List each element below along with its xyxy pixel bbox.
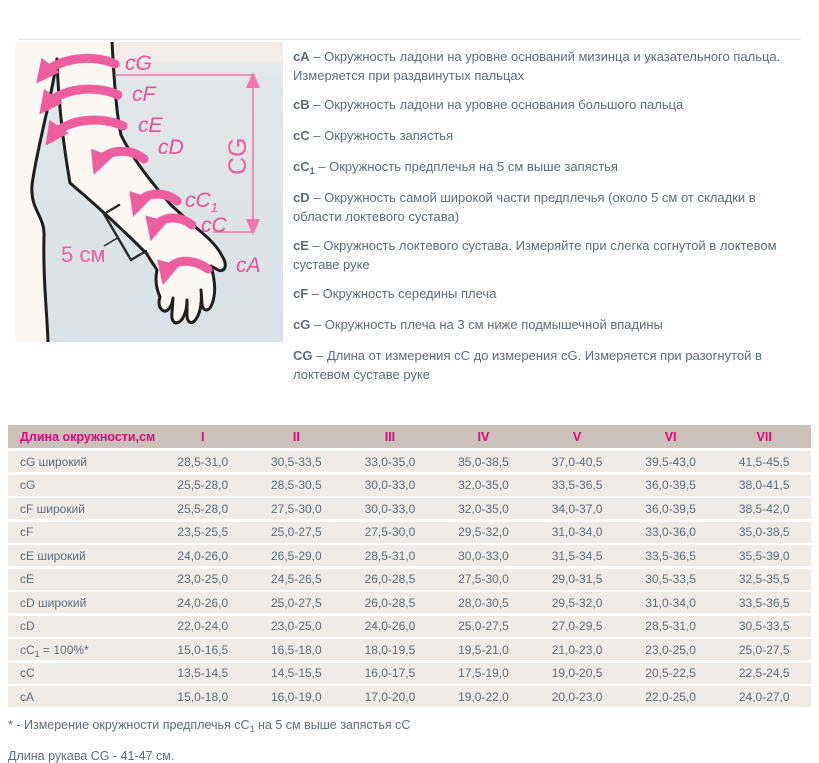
row-label: cE: [20, 572, 35, 586]
footnote-sleeve-length: Длина рукава CG - 41-47 см.: [8, 749, 175, 763]
measurement-description-item: [293, 127, 801, 146]
measurement-text: – Окружность запястья: [313, 128, 454, 143]
size-range-cell: 30,0-33,0: [364, 501, 416, 516]
size-column-header: II: [292, 429, 300, 444]
size-range-cell: 39,5-43,0: [645, 454, 696, 469]
size-range-cell: 35,0-38,5: [458, 454, 509, 469]
size-range-cell: 33,0-36,0: [645, 525, 696, 539]
size-range-cell: 25,0-27,5: [738, 642, 790, 657]
measurement-key: cA: [293, 49, 310, 64]
measurement-text: – Окружность ладони на уровне основания большого пальца: [313, 97, 684, 112]
measurement-text: – Окружность самой широкой части предплечья (около 5 см от складки в области локтевого сустава): [293, 190, 756, 224]
size-range-cell: 32,5-35,5: [738, 572, 790, 586]
table-row: [8, 639, 811, 660]
size-range-cell: 26,0-28,5: [364, 595, 416, 610]
table-row: [8, 522, 811, 543]
measurement-description-item: [293, 285, 801, 304]
row-label: cG широкий: [20, 454, 88, 469]
size-range-cell: 33,0-35,0: [364, 454, 416, 469]
size-column-header: V: [572, 429, 582, 444]
measurement-key: cC: [293, 159, 310, 174]
measurement-text: – Окружность середины плеча: [311, 286, 497, 301]
row-label: cE широкий: [20, 548, 86, 563]
row-label: cD: [20, 619, 35, 633]
size-range-cell: 28,0-30,5: [458, 595, 509, 610]
size-range-cell: 28,5-31,0: [177, 454, 229, 469]
size-table: [8, 425, 811, 707]
size-range-cell: 27,5-30,0: [364, 525, 416, 539]
arm-measurement-illustration: [15, 42, 283, 342]
measurement-guide: [0, 40, 819, 395]
arrow-label-cf: cF: [132, 83, 156, 106]
measurement-key: cC: [293, 128, 310, 143]
size-range-cell: 19,5-21,0: [458, 642, 509, 657]
size-range-cell: 27,5-30,0: [458, 572, 509, 586]
measurement-key: cF: [293, 286, 309, 301]
arrow-label-ce: cE: [138, 114, 163, 137]
row-label: cA: [20, 689, 35, 704]
size-range-cell: 21,0-23,0: [551, 642, 603, 657]
size-range-cell: 16,5-18,0: [270, 642, 322, 657]
table-row: [8, 475, 811, 496]
arrow-label-cg: cG: [125, 52, 152, 75]
size-range-cell: 33,5-36,5: [738, 595, 790, 610]
size-range-cell: 31,0-34,0: [645, 595, 696, 610]
size-range-cell: 33,5-36,5: [551, 478, 603, 492]
measurement-description-item: [293, 237, 801, 273]
size-range-cell: 25,5-28,0: [177, 478, 229, 492]
row-label: $cC_1 = 100\%*$: [20, 642, 89, 659]
arrow-label-cc: cC: [201, 214, 227, 237]
measurement-description-item: [293, 347, 801, 383]
size-range-cell: 25,0-27,5: [458, 619, 509, 633]
size-range-cell: 24,0-26,0: [177, 548, 229, 563]
size-range-cell: 22,0-24,0: [177, 619, 229, 633]
size-range-cell: 22,0-25,0: [645, 689, 696, 704]
size-range-cell: 27,5-30,0: [270, 501, 322, 516]
table-row: [8, 545, 811, 566]
size-range-cell: 26,5-29,0: [270, 548, 322, 563]
size-range-cell: 29,5-32,0: [551, 595, 603, 610]
size-range-cell: 37,0-40,5: [551, 454, 603, 469]
table-row: [8, 592, 811, 613]
size-range-cell: 24,0-27,0: [738, 689, 790, 704]
size-range-cell: 29,5-32,0: [458, 525, 509, 539]
size-range-cell: 32,0-35,0: [458, 478, 509, 492]
size-range-cell: 23,0-25,0: [177, 572, 229, 586]
measurement-key-subscript: 1: [309, 166, 315, 176]
size-range-cell: 28,5-31,0: [364, 548, 416, 563]
size-range-cell: 35,0-38,5: [738, 525, 790, 539]
size-range-cell: 31,5-34,5: [551, 548, 603, 563]
size-range-cell: 30,5-33,5: [645, 572, 696, 586]
measurement-description-item: [293, 189, 801, 225]
measurement-text: – Окружность локтевого сустава. Измеряйте при слегка согнутой в локтевом суставе руке: [293, 238, 777, 272]
size-range-cell: 15,0-16,5: [177, 642, 229, 657]
measurement-key: CG: [293, 348, 313, 363]
size-range-cell: 23,0-25,0: [645, 642, 696, 657]
measurement-description-item: [293, 158, 801, 177]
cg-length-label: CG: [224, 137, 252, 175]
row-label: cC: [20, 666, 35, 680]
size-range-cell: 18,0-19,5: [364, 642, 416, 657]
size-range-cell: 20,0-23,0: [551, 689, 603, 704]
size-range-cell: 23,5-25,5: [177, 525, 229, 539]
measurement-key: cD: [293, 190, 310, 205]
size-range-cell: 24,0-26,0: [364, 619, 416, 633]
size-range-cell: 29,0-31,5: [551, 572, 603, 586]
measurement-text: – Окружность плеча на 3 см ниже подмышечной впадины: [313, 317, 663, 332]
size-range-cell: 19,0-22,0: [458, 689, 509, 704]
size-range-cell: 22,5-24,5: [738, 666, 790, 680]
row-label: cD широкий: [20, 595, 87, 610]
footnote-asterisk: * - Измерение окружности предплечья $cC_1$ на 5 см выше запястья cC: [8, 718, 411, 734]
size-range-cell: 26,0-28,5: [364, 572, 416, 586]
measurement-description-item: [293, 96, 801, 115]
size-range-cell: 28,5-31,0: [645, 619, 696, 633]
size-column-header: VI: [664, 429, 677, 444]
size-range-cell: 25,0-27,5: [270, 525, 322, 539]
size-range-cell: 34,0-37,0: [551, 501, 603, 516]
size-column-header: IV: [477, 429, 490, 444]
arrow-label-cc1: $cC_1$: [185, 189, 218, 215]
size-range-cell: 36,0-39,5: [645, 478, 696, 492]
size-range-cell: 28,5-30,5: [270, 478, 322, 492]
table-row: [8, 498, 811, 519]
size-range-cell: 35,5-39,0: [738, 548, 790, 563]
size-table-header: [8, 425, 811, 448]
size-column-header: III: [384, 429, 396, 444]
size-range-cell: 23,0-25,0: [270, 619, 322, 633]
row-label: cG: [20, 478, 36, 492]
measurement-text: – Окружность предплечья на 5 см выше запястья: [318, 159, 618, 174]
table-row: [8, 569, 811, 590]
size-range-cell: 32,0-35,0: [458, 501, 509, 516]
size-table-body: [8, 451, 811, 707]
size-range-cell: 31,0-34,0: [551, 525, 603, 539]
size-range-cell: 24,0-26,0: [177, 595, 229, 610]
size-range-cell: 36,0-39,5: [645, 501, 696, 516]
five-cm-label: 5 см: [61, 242, 106, 267]
measurement-key: cB: [293, 97, 310, 112]
size-range-cell: 19,0-20,5: [551, 666, 603, 680]
size-range-cell: 30,0-33,0: [458, 548, 509, 563]
measurement-descriptions: [293, 42, 801, 395]
size-range-cell: 17,5-19,0: [458, 666, 509, 680]
table-row: [8, 686, 811, 707]
size-range-cell: 14,5-15,5: [270, 666, 322, 680]
arrow-label-ca: cA: [236, 254, 261, 277]
size-range-cell: 33,5-36,5: [645, 548, 696, 563]
size-range-cell: 15,0-18,0: [177, 689, 229, 704]
size-range-cell: 38,5-42,0: [738, 501, 790, 516]
measurement-text: – Длина от измерения cC до измерения cG. Измеряется при разогнутой в локтевом суставе руке: [293, 348, 762, 382]
row-label: cF широкий: [20, 501, 85, 516]
measurement-text: – Окружность ладони на уровне оснований мизинца и указательного пальца. Измеряется при раздвинутых пальцах: [293, 49, 781, 83]
measurement-description-item: [293, 48, 801, 84]
size-range-cell: 30,5-33,5: [270, 454, 322, 469]
measurement-description-item: [293, 316, 801, 335]
size-range-cell: 25,0-27,5: [270, 595, 322, 610]
footnotes: [8, 718, 811, 763]
table-header-label: Длина окружности,см: [20, 429, 156, 444]
arrow-label-cd: cD: [158, 136, 184, 159]
size-range-cell: 30,0-33,0: [364, 478, 416, 492]
table-row: [8, 663, 811, 684]
measurement-key: cE: [293, 238, 309, 253]
size-range-cell: 16,0-19,0: [270, 689, 322, 704]
size-range-cell: 20,5-22,5: [645, 666, 696, 680]
size-range-cell: 25,5-28,0: [177, 501, 229, 516]
size-range-cell: 16,0-17,5: [364, 666, 416, 680]
table-row: [8, 616, 811, 637]
size-range-cell: 17,0-20,0: [364, 689, 416, 704]
size-range-cell: 13,5-14,5: [177, 666, 229, 680]
measurement-key: cG: [293, 317, 311, 332]
table-row: [8, 451, 811, 472]
size-range-cell: 24,5-26,5: [270, 572, 322, 586]
size-range-cell: 38,0-41,5: [738, 478, 790, 492]
size-range-cell: 27,0-29,5: [551, 619, 603, 633]
size-range-cell: 30,5-33,5: [738, 619, 790, 633]
row-label: cF: [20, 525, 34, 539]
size-range-cell: 41,5-45,5: [738, 454, 790, 469]
size-column-header: I: [201, 429, 205, 444]
size-column-header: VII: [756, 429, 772, 444]
